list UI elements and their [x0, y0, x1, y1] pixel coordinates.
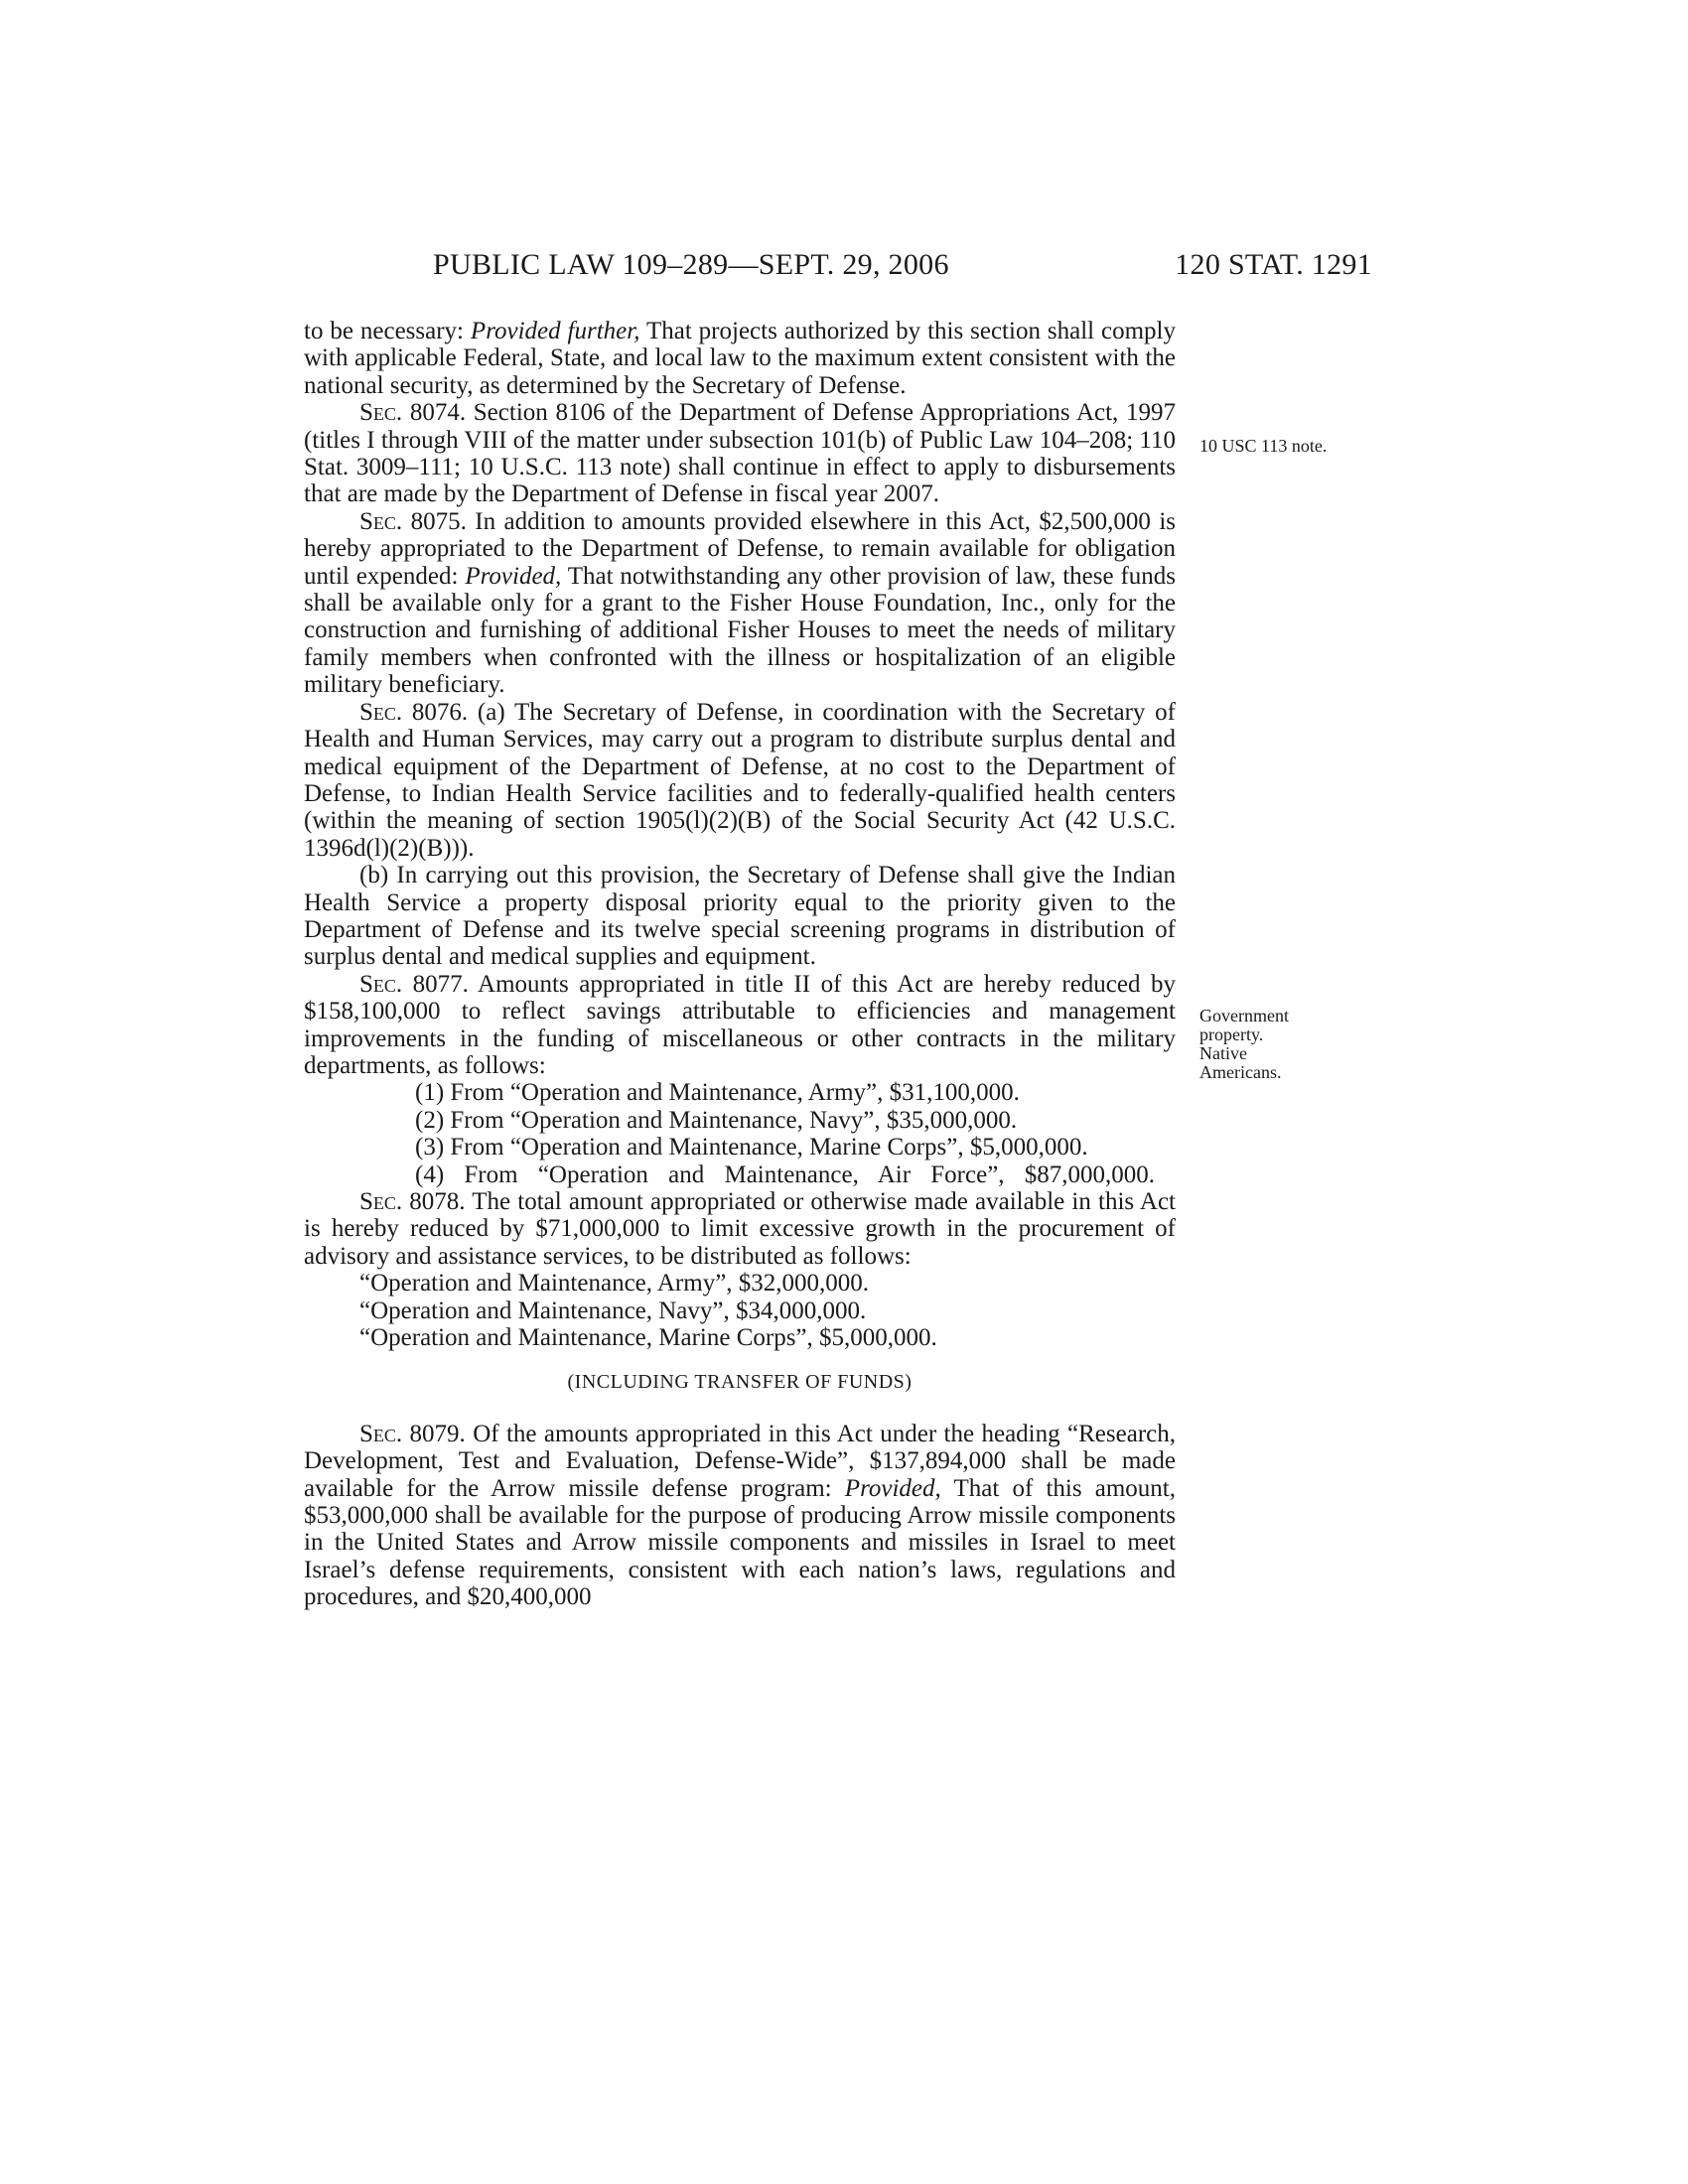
section-8079 — [304, 1421, 1176, 1611]
section-label: Sec — [359, 1188, 396, 1215]
margin-note-usc: 10 USC 113 note. — [1199, 436, 1328, 456]
text-run: to be necessary: — [304, 318, 471, 344]
section-label: Sec — [359, 970, 396, 998]
list-item: (2) From “Operation and Maintenance, Navy”, $35,000,000. — [415, 1106, 1018, 1134]
section-8075 — [304, 508, 1176, 699]
statute-page-number: 120 STAT. 1291 — [1175, 248, 1372, 281]
section-text: . 8075. In addition to amounts provided elsewhere in this Act, $2,500,000 is hereby appropriated to the Department of Defense, to remain available for obligation until expended: — [304, 507, 1176, 590]
section-label: Sec — [359, 1420, 396, 1447]
section-label: Sec — [359, 507, 396, 535]
section-label: Sec — [359, 698, 396, 726]
paragraph-continuation — [304, 318, 1176, 399]
italic-proviso: Provided, — [844, 1474, 941, 1502]
italic-proviso: Provided, — [465, 562, 562, 590]
list-item: “Operation and Maintenance, Marine Corps”, $5,000,000. — [359, 1324, 937, 1352]
section-8076-a — [304, 699, 1176, 862]
section-text: . 8077. Amounts appropriated in title II of this Act are hereby reduced by $158,100,000 to reflect savings attributable to efficiencies and management improvements in the funding of miscellaneous or other contracts in the military departments, as follows: — [304, 970, 1176, 1079]
section-text: . 8074. Section 8106 of the Department of Defense Appropriations Act, 1997 (titles I through VIII of the matter under subsection 101(b) of Public Law 104–208; 110 Stat. 3009–111; 10 U.S.C. 113 note) shall continue in effect to apply to disbursements that are made by the Department of Defense in fiscal year 2007. — [304, 399, 1176, 508]
section-text: That of this amount, $53,000,000 shall be available for the purpose of producing Arrow missile components in the United States and Arrow missile components and missiles in Israel to meet Israel’s defense requirements, consistent with each nation’s laws, regulations and procedures, and $20,400,000 — [304, 1474, 1176, 1611]
list-item: (1) From “Operation and Maintenance, Army”, $31,100,000. — [415, 1079, 1020, 1107]
section-8074 — [304, 399, 1176, 508]
list-item: “Operation and Maintenance, Navy”, $34,000,000. — [359, 1297, 867, 1324]
section-8077 — [304, 971, 1176, 1080]
list-item: (4) From “Operation and Maintenance, Air Force”, $87,000,000. — [415, 1160, 1156, 1188]
page-header — [304, 248, 1372, 288]
section-label: Sec — [359, 399, 396, 427]
margin-note-line: property. — [1199, 1024, 1264, 1044]
section-8078 — [304, 1188, 1176, 1270]
section-8076-b: (b) In carrying out this provision, the Secretary of Defense shall give the Indian Health Service a property disposal priority equal to the priority given to the Department of Defense and its twelve special screening programs in distribution of surplus dental and medical supplies and equipment. — [304, 862, 1176, 971]
public-law-citation: PUBLIC LAW 109–289—SEPT. 29, 2006 — [433, 248, 949, 281]
section-text: That notwithstanding any other provision of law, these funds shall be available only for a grant to the Fisher House Foundation, Inc., only for the construction and furnishing of additional Fisher Houses to meet the needs of military family members when confronted with the illness or hospitalization of an eligible military beneficiary. — [304, 562, 1176, 699]
margin-note-line: Native — [1199, 1043, 1247, 1063]
section-text: . 8079. Of the amounts appropriated in this Act under the heading “Research, Development, Test and Evaluation, Defense-Wide”, $137,894,000 shall be made available for the Arrow missile defense program: — [304, 1420, 1176, 1502]
margin-note-government-property — [1199, 1007, 1358, 1082]
italic-proviso: Provided further, — [470, 318, 640, 344]
document-body — [304, 318, 1176, 1611]
section-text: . 8078. The total amount appropriated or otherwise made available in this Act is hereby reduced by $71,000,000 to limit excessive growth in the procurement of advisory and assistance services, to be distributed as follows: — [304, 1188, 1176, 1270]
section-heading: (INCLUDING TRANSFER OF FUNDS) — [567, 1371, 913, 1394]
margin-note-line: Government — [1199, 1006, 1289, 1025]
text-run: That projects authorized by this section shall comply with applicable Federal, State, and local law to the maximum extent consistent with the national security, as determined by the Secretary of Defense. — [304, 318, 1176, 399]
section-text: . 8076. (a) The Secretary of Defense, in coordination with the Secretary of Health and Human Services, may carry out a program to distribute surplus dental and medical equipment of the Department of Defense, at no cost to the Department of Defense, to Indian Health Service facilities and to federally-qualified health centers (within the meaning of section 1905(l)(2)(B) of the Social Security Act (42 U.S.C. 1396d(l)(2)(B))). — [304, 698, 1176, 862]
list-item: “Operation and Maintenance, Army”, $32,000,000. — [359, 1270, 870, 1297]
list-item: (3) From “Operation and Maintenance, Marine Corps”, $5,000,000. — [415, 1134, 1088, 1161]
margin-note-line: Americans. — [1199, 1062, 1282, 1082]
